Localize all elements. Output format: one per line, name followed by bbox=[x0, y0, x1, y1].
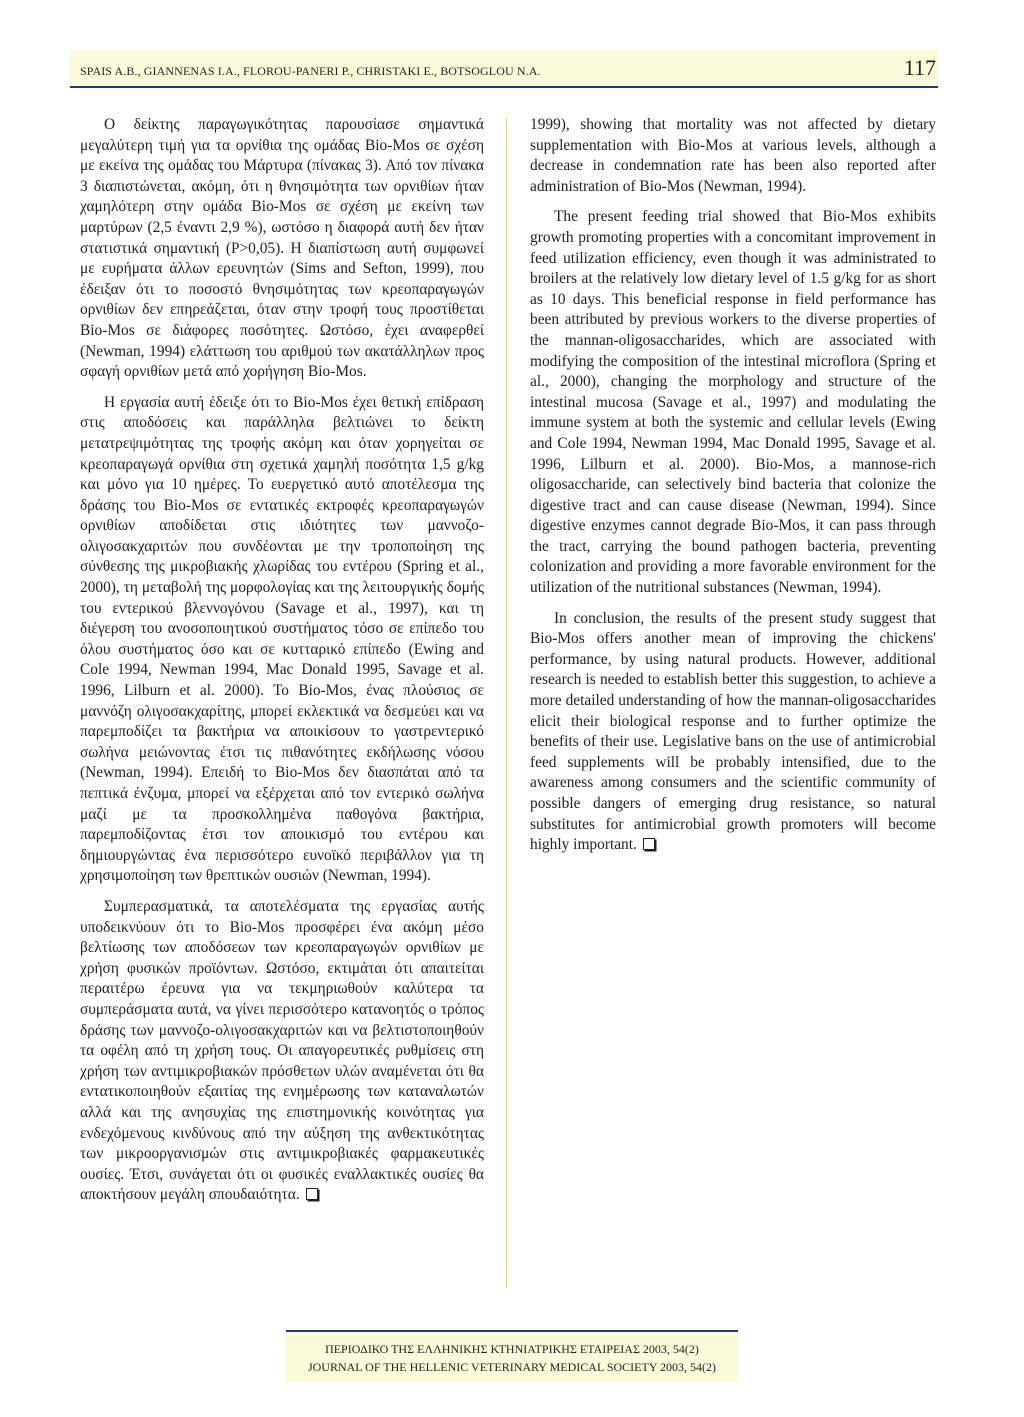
running-header-authors: SPAIS A.B., GIANNENAS I.A., FLOROU-PANERI P., CHRISTAKI E., BOTSOGLOU N.A. bbox=[80, 64, 541, 78]
paragraph-greek-3-text: Συμπερασματικά, τα αποτελέσματα της εργασίας αυτής υποδεικνύουν ότι το Bio-Mos προσφέρει ένα ακόμη μέσο βελτίωσης των αποδόσεων των κρεοπαραγωγών ορνιθίων με χρήση φυσικών προϊόντων. Ωστόσο, εκτιμάται ότι απαιτείται περαιτέρω έρευνα για να τεκμηριωθούν καλύτερα τα συμπεράσματα αυτά, να γίνει περισσότερο κατανοητός ο τρόπος δράσης των μαννοζο-ολιγοσακχαριτών και να βελτιστοποιηθούν τα οφέλη από τη χρήση τους. Οι απαγορευτικές ρυθμίσεις στη χρήση των αντιμικροβιακών πρόσθετων υλών αναμένεται ότι θα εντατικοποιηθούν εξαιτίας της ενημέρωσης των καταναλωτών αλλά και της ανησυχίας της επιστημονικής κοινότητας για ενδεχόμενους κινδύνους από την αύξηση της ανθεκτικότητας των μικροοργανισμών στις αντιμικροβιακές φαρμακευτικές ουσίες. Έτσι, συνάγεται ότι οι φυσικές εναλλακτικές ουσίες θα αποκτήσουν μεγάλη σπουδαιότητα. bbox=[80, 897, 484, 1204]
journal-name-english: JOURNAL OF THE HELLENIC VETERINARY MEDICAL SOCIETY 2003, 54(2) bbox=[307, 1360, 717, 1374]
header-rule bbox=[70, 86, 938, 88]
column-divider bbox=[506, 118, 507, 1288]
paragraph-english-3 bbox=[530, 609, 936, 856]
footer-rule bbox=[286, 1330, 738, 1332]
paragraph-greek-3 bbox=[80, 897, 484, 1206]
paragraph-greek-1: Ο δείκτης παραγωγικότητας παρουσίασε σημαντικά μεγαλύτερη τιμή για τα ορνίθια της ομάδας Bio-Mos σε σχέση με εκείνα της ομάδας του Μάρτυρα (πίνακας 3). Από τον πίνακα 3 διαπιστώνεται, ακόμη, ότι η θνησιμότητα των ορνιθίων ήταν χαμηλότερη στην ομάδα Bio-Mos σε σχέση με εκείνη των μαρτύρων (2,5 έναντι 2,9 %), ωστόσο η διαφορά αυτή δεν ήταν στατιστικά σημαντική (P>0,05). Η διαπίστωση αυτή συμφωνεί με ευρήματα άλλων ερευνητών (Sims and Sefton, 1999), που έδειξαν ότι το ποσοστό θνησιμότητας των κρεοπαραγωγών ορνιθίων δεν επηρεάζεται, όταν στην τροφή τους προστίθεται Bio-Mos σε διάφορες ποσότητες. Ωστόσο, έχει αναφερθεί (Newman, 1994) ελάττωση του αριθμού των ακατάλληλων προς σφαγή ορνιθίων μετά από χορήγηση Bio-Mos. bbox=[80, 116, 484, 381]
paragraph-english-3-text: In conclusion, the results of the present study suggest that Bio-Mos offers another mean of improving the chickens' performance, by using natural products. However, additional research is needed to establish better this suggestion, to achieve a more detailed understanding of how the mannan-oligosaccharides elicit their biological response and to further optimize the benefits of their use. Legislative bans on the use of antimicrobial feed supplements will be probably intensified, due to the awareness among consumers and the scientific community of possible dangers of emerging drug resistance, so natural substitutes for antimicrobial growth promoters will become highly important. bbox=[530, 609, 936, 854]
end-of-article-icon bbox=[643, 838, 655, 850]
left-column-greek bbox=[80, 115, 484, 1216]
right-column-english bbox=[530, 115, 936, 866]
paragraph-english-1: 1999), showing that mortality was not affected by dietary supplementation with Bio-Mos at various levels, although a decrease in condemnation rate has been also reported after administration of Bio-Mos (Newman, 1994). bbox=[530, 116, 936, 195]
journal-name-greek: ΠΕΡΙΟΔΙΚΟ ΤΗΣ ΕΛΛΗΝΙΚΗΣ ΚΤΗΝΙΑΤΡΙΚΗΣ ΕΤΑΙΡΕΙΑΣ 2003, 54(2) bbox=[325, 1342, 699, 1356]
end-of-section-icon bbox=[306, 1188, 318, 1200]
paragraph-greek-2: Η εργασία αυτή έδειξε ότι το Bio-Mos έχει θετική επίδραση στις αποδόσεις και παράλληλα βελτιώνει το δείκτη μετατρεψιμότητας της τροφής ακόμη και όταν χορηγείται σε κρεοπαραγωγά ορνίθια στη σχετικά χαμηλή ποσότητα 1,5 g/kg και μόνο για 10 ημέρες. Το ευεργετικό αυτό αποτέλεσμα της δράσης του Bio-Mos σε εντατικές εκτροφές κρεοπαραγωγών ορνιθίων αποδίδεται στις ιδιότητες των μαννοζο-ολιγοσακχαριτών που συνδέονται με την τροποποίηση της σύνθεσης της μικροβιακής χλωρίδας του εντέρου (Spring et al., 2000), τη μεταβολή της μορφολογίας και της λειτουργικής δομής του εντερικού βλεννογόνου (Savage et al., 1997), και τη διέγερση του ανοσοποιητικού συστήματος τόσο σε επίπεδο του όλου συστήματος όσο και σε κυτταρικό επίπεδο (Ewing and Cole 1994, Newman 1994, Mac Donald 1995, Savage et al. 1996, Lilburn et al. 2000). Το Bio-Mos, ένας πλούσιος σε μαννόζη ολιγοσακχαρίτης, μπορεί εκλεκτικά να δεσμεύει και να παρεμποδίζει τα βακτήρια να αποικίσουν το γαστρεντερικό σωλήνα μειώνοντας έτσι τις πιθανότητες εκδήλωσης νόσου (Newman, 1994). Επειδή το Bio-Mos δεν διασπάται από τα πεπτικά ένζυμα, μπορεί να εξέρχεται από τον εντερικό σωλήνα μαζί με τα προσκολλημένα παθογόνα βακτήρια, παρεμποδίζοντας έτσι τον αποικισμό του εντέρου και δημιουργώντας ένα περισσότερο ευνοϊκό περιβάλλον για τη χρησιμοποίηση των θρεπτικών ουσιών (Newman, 1994). bbox=[80, 393, 484, 885]
paragraph-english-2: The present feeding trial showed that Bio-Mos exhibits growth promoting properties with a concomitant improvement in feed utilization efficiency, even though it was administrated to broilers at the relatively low dietary level of 1.5 g/kg for as short as 10 days. This beneficial response in field performance has been attributed by previous workers to the diverse properties of the mannan-oligosaccharides, which are associated with modifying the composition of the intestinal microflora (Spring et al., 2000), changing the morphology and structure of the intestinal mucosa (Savage et al., 1997) and modulating the immune system at both the systemic and cellular levels (Ewing and Cole 1994, Newman 1994, Mac Donald 1995, Savage et al. 1996, Lilburn et al. 2000). Bio-Mos, a mannose-rich oligosaccharide, can selectively bind bacteria that colonize the digestive tract and can cause disease (Newman, 1994). Since digestive enzymes cannot degrade Bio-Mos, it can pass through the tract, carrying the bound pathogen bacteria, preventing colonization and providing a more favorable environment for the utilization of the nutritional substances (Newman, 1994). bbox=[530, 208, 936, 597]
page-number: 117 bbox=[903, 55, 936, 80]
